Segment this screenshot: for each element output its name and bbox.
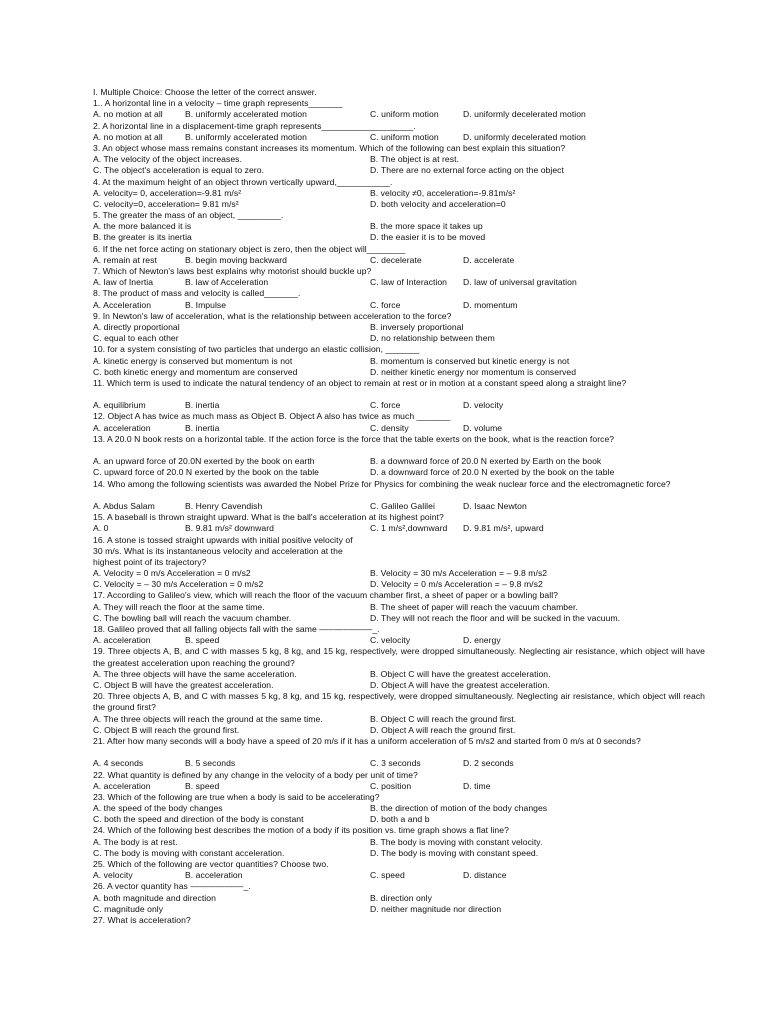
answer-option: C. Object B will have the greatest acceleration.: [93, 680, 274, 690]
options-row: [93, 221, 705, 232]
answer-option: C. equal to each other: [93, 333, 179, 344]
options-row: [93, 568, 705, 579]
answer-option: B. acceleration: [185, 870, 243, 881]
answer-option: B. the direction of motion of the body changes: [370, 803, 548, 814]
question-25: [93, 859, 705, 881]
answer-option: A. acceleration: [93, 422, 151, 433]
answer-option: C. Object B will reach the ground first.: [93, 724, 240, 735]
question-stem: 27. What is acceleration?: [93, 914, 191, 925]
question-stem: 26. A vector quantity has ‒‒‒‒‒‒‒‒‒‒‒_.: [93, 881, 251, 892]
answer-option: A. velocity= 0, acceleration=-9.81 m/s²: [93, 187, 242, 198]
question-stem: 7. Which of Newton's laws best explains why motorist should buckle up?: [93, 266, 372, 276]
answer-option: A. the more balanced it is: [93, 221, 192, 232]
options-row: [93, 669, 705, 680]
answer-option: B. uniformly accelerated motion: [185, 109, 307, 120]
answer-option: C. Velocity = – 30 m/s Acceleration = 0 m/s2: [93, 579, 264, 590]
answer-option: C. Galileo Galilei: [370, 500, 435, 511]
options-row: [93, 188, 705, 199]
answer-option: A. acceleration: [93, 780, 151, 791]
answer-option: B. Velocity = 30 m/s Acceleration = – 9.8 m/s2: [370, 568, 548, 579]
answer-option: D. There are no external force acting on the object: [370, 165, 564, 176]
answer-option: D. momentum: [463, 299, 518, 310]
answer-option: B. speed: [185, 780, 220, 791]
question-stem: 8. The product of mass and velocity is called_______.: [93, 288, 301, 299]
answer-option: B. 9.81 m/s² downward: [185, 523, 274, 534]
question-stem: 5. The greater the mass of an object, _________.: [93, 210, 284, 221]
options-row: [93, 781, 705, 792]
answer-option: D. Object A will reach the ground first.: [370, 724, 516, 735]
answer-option: D. Object A will have the greatest acceleration.: [370, 680, 550, 690]
question-stem: 24. Which of the following best describes the motion of a body if its position vs. time graph shows a flat line?: [93, 825, 509, 836]
options-row: [93, 367, 705, 378]
question-23: [93, 792, 705, 826]
answer-option: D. time: [463, 780, 491, 791]
answer-option: D. uniformly decelerated motion: [463, 109, 586, 120]
options-row: [93, 467, 705, 478]
question-stem: 17. According to Galileo's view, which will reach the floor of the vacuum chamber first, a sheet of paper or a bowling ball?: [93, 590, 558, 601]
question-stem: 3. An object whose mass remains constant increases its momentum. Which of the following can best explain this situation?: [93, 142, 566, 153]
quiz-document: [93, 87, 705, 926]
question-stem: 4. At the maximum height of an object thrown vertically upward,___________.: [93, 176, 393, 187]
answer-option: C. 3 seconds: [370, 758, 421, 769]
answer-option: D. both velocity and acceleration=0: [370, 198, 506, 209]
question-stem: 9. In Newton's law of acceleration, what is the relationship between acceleration to the force?: [93, 310, 452, 321]
options-row: [93, 400, 705, 411]
answer-option: D. uniformly decelerated motion: [463, 131, 586, 142]
answer-option: B. inertia: [185, 400, 220, 411]
answer-option: A. the speed of the body changes: [93, 803, 223, 814]
answer-option: B. law of Acceleration: [185, 277, 269, 288]
options-row: [93, 333, 705, 344]
answer-option: C. position: [370, 780, 412, 791]
options-row: [93, 758, 705, 769]
question-stem: 10. for a system consisting of two particles that undergo an elastic collision, _______: [93, 344, 420, 355]
question-10: [93, 344, 705, 378]
answer-option: D. 2 seconds: [463, 758, 514, 769]
question-13: [93, 434, 705, 479]
answer-option: D. 9.81 m/s², upward: [463, 523, 544, 534]
answer-option: C. both the speed and direction of the body is constant: [93, 814, 304, 825]
options-row: [93, 277, 705, 288]
options-row: [93, 232, 705, 243]
answer-option: B. The object is at rest.: [370, 154, 459, 165]
question-11: [93, 378, 705, 412]
answer-option: B. the greater is its inertia: [93, 232, 192, 243]
question-stem: 2. A horizontal line in a displacement-time graph represents___________________.: [93, 120, 416, 131]
answer-option: A. Velocity = 0 m/s Acceleration = 0 m/s2: [93, 568, 251, 579]
question-stem: 30 m/s. What is its instantaneous velocity and acceleration at the: [93, 545, 343, 556]
answer-option: D. velocity: [463, 400, 504, 411]
question-stem: 18. Galileo proved that all falling objects fall with the same ‒‒‒‒‒‒‒‒‒‒‒_.: [93, 624, 380, 635]
answer-option: C. The body is moving with constant acceleration.: [93, 847, 285, 858]
question-26: [93, 881, 705, 915]
question-6: [93, 244, 705, 266]
options-row: [93, 456, 705, 467]
instructions: I. Multiple Choice: Choose the letter of the correct answer.: [93, 87, 317, 97]
question-2: [93, 121, 705, 143]
answer-option: A. equilibrium: [93, 400, 146, 411]
answer-option: B. direction only: [370, 892, 432, 903]
answer-option: A. 0: [93, 523, 109, 534]
question-stem: 19. Three objects A, B, and C with masses 5 kg, 8 kg, and 15 kg, respectively, were dropped simultaneously. Neglecting air resistance, which object will have the greatest acceleration upon reaching the ground?: [93, 646, 705, 668]
options-row: [93, 255, 705, 266]
answer-option: A. The three objects will reach the ground at the same time.: [93, 713, 323, 724]
question-7: [93, 266, 705, 288]
options-row: [93, 837, 705, 848]
question-15: [93, 512, 705, 534]
answer-option: C. magnitude only: [93, 903, 164, 914]
question-3: [93, 143, 705, 177]
answer-option: C. force: [370, 400, 401, 411]
options-row: [93, 893, 705, 904]
answer-option: A. no motion at all: [93, 131, 163, 142]
question-22: [93, 770, 705, 792]
answer-option: A. both magnitude and direction: [93, 892, 216, 903]
answer-option: A. remain at rest: [93, 254, 157, 265]
question-9: [93, 311, 705, 345]
question-stem: 12. Object A has twice as much mass as Object B. Object A also has twice as much _______: [93, 411, 451, 422]
question-17: [93, 590, 705, 624]
question-stem: 6. If the net force acting on stationary object is zero, then the object will________: [93, 243, 406, 254]
answer-option: B. The sheet of paper will reach the vacuum chamber.: [370, 601, 578, 612]
options-row: [93, 109, 705, 120]
answer-option: C. law of Interaction: [370, 277, 447, 288]
answer-option: A. an upward force of 20.0N exerted by the book on earth: [93, 456, 315, 467]
question-1: [93, 98, 705, 120]
answer-option: A. acceleration: [93, 635, 151, 646]
answer-option: A. The body is at rest.: [93, 836, 178, 847]
answer-option: D. both a and b: [370, 814, 430, 825]
options-row: [93, 602, 705, 613]
options-row: [93, 635, 705, 646]
options-row: [93, 848, 705, 859]
answer-option: A. The three objects will have the same acceleration.: [93, 668, 297, 679]
answer-option: B. the more space it takes up: [370, 221, 483, 232]
answer-option: A. They will reach the floor at the same time.: [93, 601, 265, 612]
answer-option: A. 4 seconds: [93, 758, 144, 769]
question-5: [93, 210, 705, 244]
question-stem: 13. A 20.0 N book rests on a horizontal table. If the action force is the force that the table exerts on the book, what is the reaction force?: [93, 433, 615, 444]
answer-option: B. Object C will have the greatest acceleration.: [370, 668, 551, 679]
question-27: [93, 915, 705, 926]
options-row: [93, 300, 705, 311]
answer-option: B. Object C will reach the ground first.: [370, 713, 517, 724]
options-row: [93, 714, 705, 725]
question-stem: 15. A baseball is thrown straight upward. What is the ball's acceleration at its highest point?: [93, 512, 444, 523]
options-row: [93, 870, 705, 881]
answer-option: B. inertia: [185, 422, 220, 433]
options-row: [93, 322, 705, 333]
answer-option: A. Acceleration: [93, 299, 152, 310]
answer-option: C. density: [370, 422, 409, 433]
answer-option: D. neither magnitude nor direction: [370, 903, 502, 914]
options-row: [93, 814, 705, 825]
answer-option: D. no relationship between them: [370, 333, 495, 344]
answer-option: C. uniform motion: [370, 131, 439, 142]
question-stem: 25. Which of the following are vector quantities? Choose two.: [93, 859, 329, 870]
answer-option: B. 5 seconds: [185, 758, 236, 769]
answer-option: C. both kinetic energy and momentum are conserved: [93, 366, 298, 377]
answer-option: A. velocity: [93, 870, 133, 881]
question-24: [93, 825, 705, 859]
question-21: [93, 736, 705, 770]
answer-option: C. uniform motion: [370, 109, 439, 120]
answer-option: D. Velocity = 0 m/s Acceleration = – 9.8 m/s2: [370, 579, 543, 590]
answer-option: B. inversely proportional: [370, 321, 464, 332]
answer-option: D. energy: [463, 635, 501, 646]
options-row: [93, 904, 705, 915]
answer-option: C. force: [370, 299, 401, 310]
options-row: [93, 165, 705, 176]
options-row: [93, 803, 705, 814]
answer-option: B. uniformly accelerated motion: [185, 131, 307, 142]
answer-option: C. The object's acceleration is equal to zero.: [93, 165, 264, 176]
answer-option: A. kinetic energy is conserved but momentum is not: [93, 355, 293, 366]
question-19: [93, 646, 705, 691]
answer-option: B. begin moving backward: [185, 254, 287, 265]
answer-option: B. speed: [185, 635, 220, 646]
answer-option: C. decelerate: [370, 254, 422, 265]
options-row: [93, 523, 705, 534]
answer-option: C. velocity: [370, 635, 411, 646]
answer-option: B. The body is moving with constant velocity.: [370, 836, 543, 847]
answer-option: D. a downward force of 20.0 N exerted by the book on the table: [370, 467, 615, 478]
question-4: [93, 177, 705, 211]
question-20: [93, 691, 705, 736]
answer-option: B. velocity ≠0, acceleration=-9.81m/s²: [370, 187, 516, 198]
options-row: [93, 132, 705, 143]
answer-option: A. directly proportional: [93, 321, 180, 332]
options-row: [93, 199, 705, 210]
answer-option: B. momentum is conserved but kinetic energy is not: [370, 355, 570, 366]
answer-option: D. distance: [463, 870, 507, 881]
question-stem: 16. A stone is tossed straight upwards with initial positive velocity of: [93, 534, 353, 545]
answer-option: A. Abdus Salam: [93, 500, 155, 511]
options-row: [93, 725, 705, 736]
question-list: [93, 98, 705, 926]
question-18: [93, 624, 705, 646]
options-row: [93, 356, 705, 367]
answer-option: C. 1 m/s²,downward: [370, 523, 448, 534]
options-row: [93, 680, 705, 691]
question-16: [93, 535, 705, 591]
answer-option: D. They will not reach the floor and will be sucked in the vacuum.: [370, 612, 621, 623]
question-14: [93, 479, 705, 513]
options-row: [93, 501, 705, 512]
answer-option: D. law of universal gravitation: [463, 277, 577, 288]
question-12: [93, 411, 705, 433]
answer-option: B. a downward force of 20.0 N exerted by Earth on the book: [370, 456, 602, 467]
answer-option: A. The velocity of the object increases.: [93, 154, 242, 165]
answer-option: C. The bowling ball will reach the vacuum chamber.: [93, 612, 292, 623]
question-stem: 11. Which term is used to indicate the natural tendency of an object to remain at rest or in motion at a constant speed along a straight line?: [93, 377, 627, 388]
question-stem: highest point of its trajectory?: [93, 556, 207, 567]
answer-option: A. no motion at all: [93, 109, 163, 120]
answer-option: C. upward force of 20.0 N exerted by the book on the table: [93, 467, 319, 478]
options-row: [93, 423, 705, 434]
options-row: [93, 579, 705, 590]
answer-option: D. Isaac Newton: [463, 500, 527, 511]
question-stem: 14. Who among the following scientists was awarded the Nobel Prize for Physics for combining the weak nuclear force and the electromagnetic force?: [93, 478, 671, 489]
question-8: [93, 288, 705, 310]
answer-option: D. accelerate: [463, 254, 515, 265]
options-row: [93, 613, 705, 624]
answer-option: C. velocity=0, acceleration= 9.81 m/s²: [93, 198, 239, 209]
question-stem: 22. What quantity is defined by any change in the velocity of a body per unit of time?: [93, 769, 418, 780]
question-stem: 20. Three objects A, B, and C with masses 5 kg, 8 kg, and 15 kg, respectively, were dropped simultaneously. Neglecting air resistance, which object will reach the ground first?: [93, 691, 705, 713]
answer-option: A. law of Inertia: [93, 277, 154, 288]
question-stem: 23. Which of the following are true when a body is said to be accelerating?: [93, 791, 380, 802]
answer-option: B. Henry Cavendish: [185, 500, 263, 511]
answer-option: B. Impulse: [185, 299, 227, 310]
answer-option: C. speed: [370, 870, 405, 881]
question-stem: 1.. A horizontal line in a velocity – time graph represents_______: [93, 98, 343, 109]
options-row: [93, 154, 705, 165]
answer-option: D. volume: [463, 422, 503, 433]
answer-option: D. neither kinetic energy nor momentum is conserved: [370, 366, 577, 377]
question-stem: 21. After how many seconds will a body have a speed of 20 m/s if it has a uniform acceleration of 5 m/s2 and started from 0 m/s at 0 seconds?: [93, 735, 641, 746]
answer-option: D. the easier it is to be moved: [370, 232, 486, 243]
answer-option: D. The body is moving with constant speed.: [370, 847, 539, 858]
